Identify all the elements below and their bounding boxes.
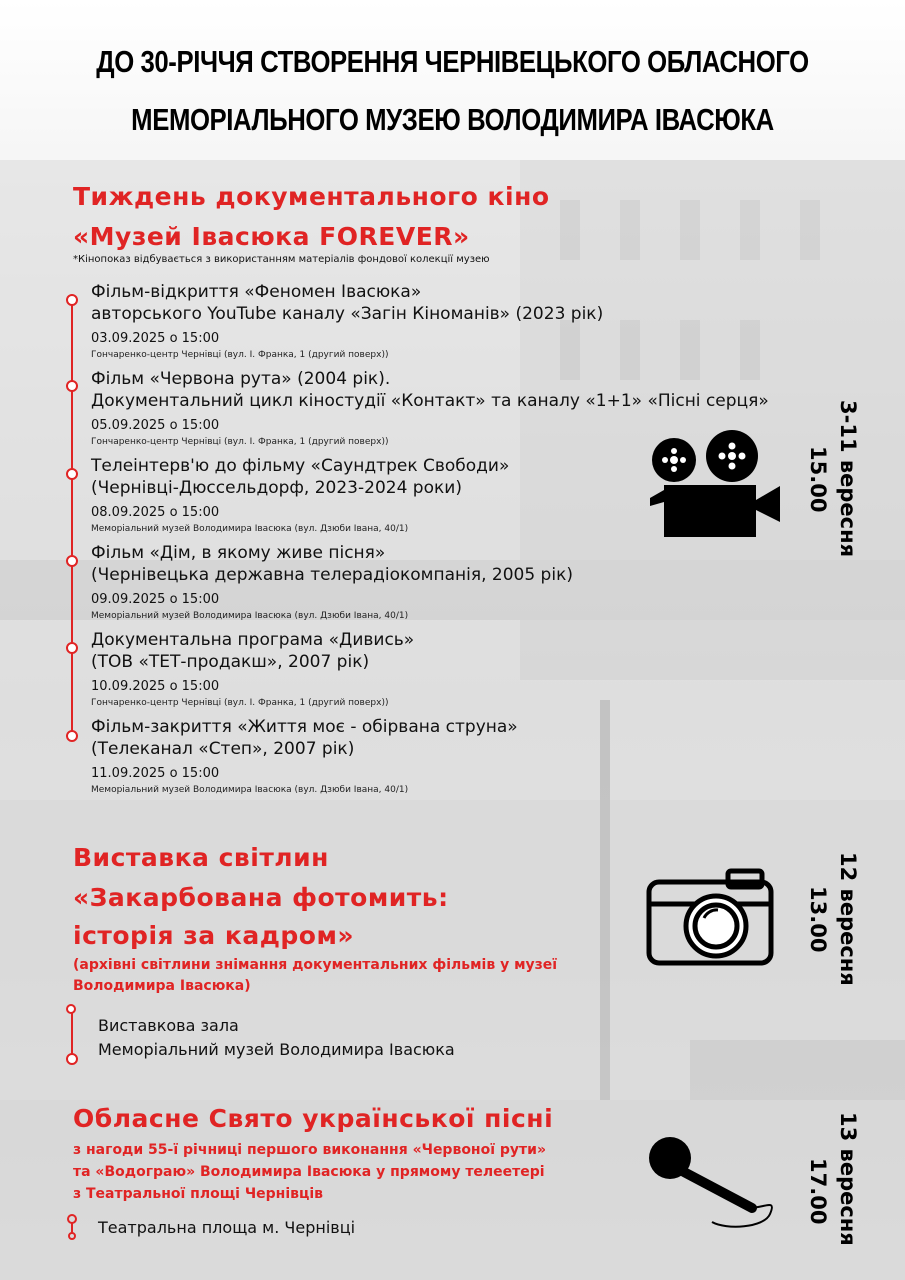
cinema-dates: 3-11 вересня [836, 400, 860, 558]
exhibition-sub-2: Володимира Івасюка) [73, 978, 251, 994]
exhibition-time: 13.00 [806, 886, 830, 953]
film-title: Фільм «Дім, в якому живе пісня» [91, 543, 386, 563]
timeline-dot [66, 730, 78, 742]
film-subtitle: (Чернівецька державна телерадіокомпанія, 2005 рік) [91, 565, 573, 585]
film-date: 09.09.2025 о 15:00 [91, 592, 220, 607]
exhibition-sub-1: (архівні світлини знімання документальних фільмів у музеї [73, 957, 558, 973]
film-title: Фільм «Червона рута» (2004 рік). [91, 369, 391, 389]
film-title: Документальна програма «Дивись» [91, 630, 415, 650]
cinema-time: 15.00 [806, 446, 830, 513]
film-date: 03.09.2025 о 15:00 [91, 331, 220, 346]
cinema-note: *Кінопоказ відбувається з використанням матеріалів фондової колекції музею [73, 254, 490, 265]
exhibition-title-2: «Закарбована фотомить: [73, 883, 449, 912]
header-line-1: ДО 30-РІЧЧЯ СТВОРЕННЯ ЧЕРНІВЕЦЬКОГО ОБЛАСНОГО [96, 44, 809, 79]
film-date: 10.09.2025 о 15:00 [91, 679, 220, 694]
film-subtitle: Документальний цикл кіностудії «Контакт» та каналу «1+1» «Пісні серця» [91, 391, 769, 411]
exhibition-title-3: історія за кадром» [73, 921, 355, 950]
exhibition-dates: 12 вересня [836, 852, 860, 986]
festival-place: Театральна площа м. Чернівці [98, 1218, 356, 1237]
timeline-dot [66, 555, 78, 567]
film-title: Фільм-закриття «Життя моє - обірвана струна» [91, 717, 518, 737]
header-line-2: МЕМОРІАЛЬНОГО МУЗЕЮ ВОЛОДИМИРА ІВАСЮКА [131, 102, 774, 137]
film-subtitle: (ТОВ «ТЕТ-продакш», 2007 рік) [91, 652, 370, 672]
film-place: Меморіальний музей Володимира Івасюка (вул. Дзюби Івана, 40/1) [91, 785, 409, 795]
exhibition-title-1: Виставка світлин [73, 843, 329, 872]
film-date: 11.09.2025 о 15:00 [91, 766, 220, 781]
timeline-dot [66, 294, 78, 306]
timeline-line [71, 296, 73, 740]
film-place: Меморіальний музей Володимира Івасюка (вул. Дзюби Івана, 40/1) [91, 611, 409, 621]
microphone-icon [646, 1136, 780, 1232]
exhibition-place-2: Меморіальний музей Володимира Івасюка [98, 1040, 455, 1059]
location-pin-icon [66, 1214, 78, 1240]
festival-sub-2: та «Водограю» Володимира Івасюка у прямому телеетері [73, 1164, 545, 1180]
festival-sub-3: з Театральної площі Чернівців [73, 1186, 324, 1202]
timeline-dot [66, 642, 78, 654]
camera-icon [646, 868, 774, 966]
location-line [71, 1008, 73, 1056]
cinema-title-1: Тиждень документального кіно [73, 182, 550, 211]
film-title: Телеінтерв'ю до фільму «Саундтрек Свободи» [91, 456, 510, 476]
film-subtitle: авторського YouTube каналу «Загін Кіноманів» (2023 рік) [91, 304, 604, 324]
exhibition-place-1: Виставкова зала [98, 1016, 239, 1035]
film-date: 08.09.2025 о 15:00 [91, 505, 220, 520]
location-dot [66, 1053, 78, 1065]
film-title: Фільм-відкриття «Феномен Івасюка» [91, 282, 422, 302]
festival-title: Обласне Свято української пісні [73, 1104, 554, 1133]
movie-camera-icon [646, 430, 782, 538]
festival-time: 17.00 [806, 1158, 830, 1225]
film-date: 05.09.2025 о 15:00 [91, 418, 220, 433]
timeline-dot [66, 468, 78, 480]
film-place: Гончаренко-центр Чернівці (вул. І. Франка, 1 (другий поверх)) [91, 350, 389, 360]
film-place: Гончаренко-центр Чернівці (вул. І. Франка, 1 (другий поверх)) [91, 698, 389, 708]
cinema-title-2: «Музей Івасюка FOREVER» [73, 222, 470, 251]
festival-dates: 13 вересня [836, 1112, 860, 1246]
film-subtitle: (Чернівці-Дюссельдорф, 2023-2024 роки) [91, 478, 462, 498]
film-place: Меморіальний музей Володимира Івасюка (вул. Дзюби Івана, 40/1) [91, 524, 409, 534]
film-subtitle: (Телеканал «Степ», 2007 рік) [91, 739, 355, 759]
festival-sub-1: з нагоди 55-ї річниці першого виконання «Червоної рути» [73, 1142, 547, 1158]
timeline-dot [66, 380, 78, 392]
film-place: Гончаренко-центр Чернівці (вул. І. Франка, 1 (другий поверх)) [91, 437, 389, 447]
location-pin-icon [66, 1004, 76, 1014]
